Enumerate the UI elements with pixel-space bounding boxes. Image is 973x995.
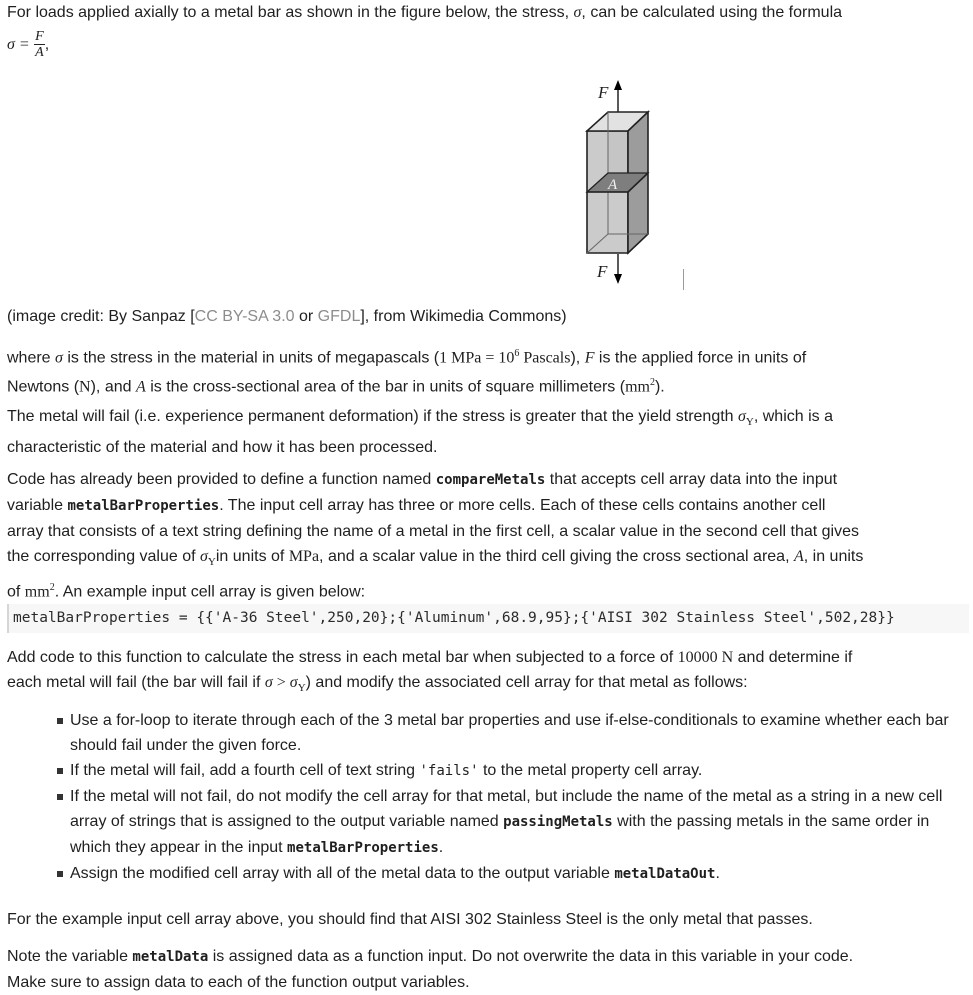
list-item-text: If the metal will fail, add a fourth cell of text string: [70, 762, 416, 779]
desc-text: that accepts cell array data into the input: [549, 471, 838, 488]
where-text: ).: [654, 378, 665, 396]
where-text: ),: [570, 349, 581, 367]
yield-subscript: Y: [745, 416, 754, 429]
list-item-text: .: [438, 839, 444, 856]
list-item-text: with the passing metals in the same order in which they appear in the input: [70, 813, 930, 856]
list-item: [70, 861, 961, 887]
list-item-text: .: [715, 865, 720, 882]
bottom-force-arrowhead: [614, 274, 622, 284]
credit-or: or: [294, 308, 318, 325]
output-variable-passing: passingMetals: [503, 814, 613, 830]
output-variable-data: metalDataOut: [614, 866, 716, 882]
mm-unit: mm: [625, 378, 650, 396]
desc-text: Code has already been provided to define a function named: [7, 471, 432, 488]
task-paragraph: [7, 645, 961, 701]
desc-text: of: [7, 583, 21, 601]
desc-text: . The input cell array has three or more cells. Each of these cells contains another cell: [219, 497, 826, 514]
credit-suffix: ], from Wikimedia Commons): [360, 308, 567, 325]
exponent-6: 6: [514, 348, 520, 359]
formula-denominator: A: [35, 45, 44, 61]
yield-text: , which is a: [753, 408, 833, 425]
desc-text: the corresponding value of: [7, 548, 196, 565]
list-item: [70, 758, 961, 784]
task-text: each metal will fail (the bar will fail if: [7, 674, 261, 691]
desc-text: , in units: [803, 548, 864, 565]
list-item-text: to the metal property cell array.: [482, 762, 703, 779]
result-paragraph: [7, 907, 961, 932]
where-text: where: [7, 349, 51, 367]
formula-comma: ,: [44, 36, 50, 53]
force-value: 10000 N: [677, 649, 734, 666]
list-item: [70, 708, 961, 758]
input-variable-name: metalBarProperties: [67, 498, 220, 514]
mpa-equation: 1 MPa = 10: [439, 349, 515, 367]
desc-text: . An example input cell array is given below:: [54, 583, 366, 601]
formula-lhs: σ =: [7, 36, 30, 53]
desc-text: variable: [7, 497, 64, 514]
exponent-2: 2: [649, 377, 655, 389]
yield-subscript: Y: [297, 682, 306, 695]
where-text: ), and: [90, 378, 132, 396]
result-text: For the example input cell array above, you should find that AISI 302 Stainless Steel is the only metal that passes.: [7, 911, 813, 928]
yield-subscript: Y: [207, 556, 216, 569]
function-name: compareMetals: [435, 472, 546, 488]
mm-unit: mm: [24, 583, 50, 601]
image-credit: [7, 304, 961, 329]
task-text: and determine if: [737, 649, 853, 666]
top-force-label: F: [598, 83, 609, 102]
newton-unit: N: [79, 378, 91, 396]
force-symbol: F: [584, 349, 595, 367]
area-symbol: A: [793, 548, 804, 565]
credit-prefix: (image credit: By Sanpaz [: [7, 308, 195, 325]
stress-formula: [7, 28, 961, 62]
where-text: is the cross-sectional area of the bar in units of square millimeters (: [150, 378, 626, 396]
yield-paragraph: [7, 404, 961, 460]
code-description-paragraph: [7, 467, 961, 605]
list-item-text: If the metal will not fail, do not modify the cell array for that metal, but include the name of the metal as a string in a new cell array of strings that is assigned to the output variable named: [70, 788, 943, 830]
yield-text: characteristic of the material and how it has been processed.: [7, 439, 438, 457]
formula-fraction: [34, 29, 45, 60]
list-item-text: Assign the modified cell array with all of the metal data to the output variable: [70, 865, 610, 882]
area-label: A: [608, 177, 618, 193]
note-text: Make sure to assign data to each of the function output variables.: [7, 974, 470, 991]
gfdl-link[interactable]: GFDL: [317, 308, 361, 325]
sigma-symbol: σ: [200, 548, 208, 565]
task-text: Add code to this function to calculate the stress in each metal bar when subjected to a force of: [7, 649, 674, 666]
sigma-symbol: σ: [573, 4, 582, 21]
axial-bar-figure: [570, 78, 680, 286]
pascals-unit: Pascals: [519, 349, 571, 367]
note-text: is assigned data as a function input. Do not overwrite the data in this variable in your code.: [212, 948, 854, 965]
note-text: Note the variable: [7, 948, 128, 965]
metaldata-variable: metalData: [132, 949, 209, 965]
formula-numerator: F: [35, 29, 44, 45]
desc-text: , and a scalar value in the third cell giving the cross sectional area,: [319, 548, 790, 565]
desc-text: array that consists of a text string defining the name of a metal in the first cell, a scalar value in the second cell that gives: [7, 523, 859, 540]
intro-paragraph: [7, 0, 961, 25]
note-paragraph: [7, 944, 961, 995]
where-paragraph: [7, 341, 961, 400]
sigma-symbol: σ: [738, 408, 746, 425]
intro-text: For loads applied axially to a metal bar as shown in the figure below, the stress,: [7, 4, 570, 21]
sigma-symbol: σ: [55, 349, 63, 367]
top-force-arrowhead: [614, 80, 622, 90]
metal-bar: [587, 112, 648, 253]
instruction-list: [7, 708, 961, 887]
greater-than: >: [272, 674, 290, 691]
yield-text: The metal will fail (i.e. experience permanent deformation) if the stress is greater that the yield strength: [7, 408, 734, 425]
text-cursor: [683, 269, 684, 290]
where-text: is the applied force in units of: [598, 349, 807, 367]
area-symbol: A: [135, 378, 146, 396]
list-item-text: Use a for-loop to iterate through each of the 3 metal bar properties and use if-else-conditionals to examine whether each bar should fail under the given force.: [70, 712, 949, 754]
bottom-force-label: F: [597, 262, 608, 281]
desc-text: in units of: [215, 548, 285, 565]
cc-by-sa-link[interactable]: CC BY-SA 3.0: [194, 308, 295, 325]
intro-text-2: , can be calculated using the formula: [581, 4, 843, 21]
list-item: [70, 784, 961, 861]
where-text: is the stress in the material in units of megapascals (: [67, 349, 440, 367]
example-code-block: metalBarProperties = {{'A-36 Steel',250,20};{'Aluminum',68.9,95};{'AISI 302 Stainless Steel',502,28}}: [7, 604, 969, 633]
exponent-2: 2: [49, 582, 55, 594]
sigma-symbol: σ: [264, 674, 273, 691]
mpa-unit: MPa: [288, 548, 320, 565]
sigma-symbol: σ: [289, 674, 298, 691]
input-variable-name: metalBarProperties: [287, 840, 439, 856]
fails-string: 'fails': [419, 763, 479, 779]
where-text: Newtons (: [7, 378, 80, 396]
task-text: ) and modify the associated cell array for that metal as follows:: [305, 674, 748, 691]
